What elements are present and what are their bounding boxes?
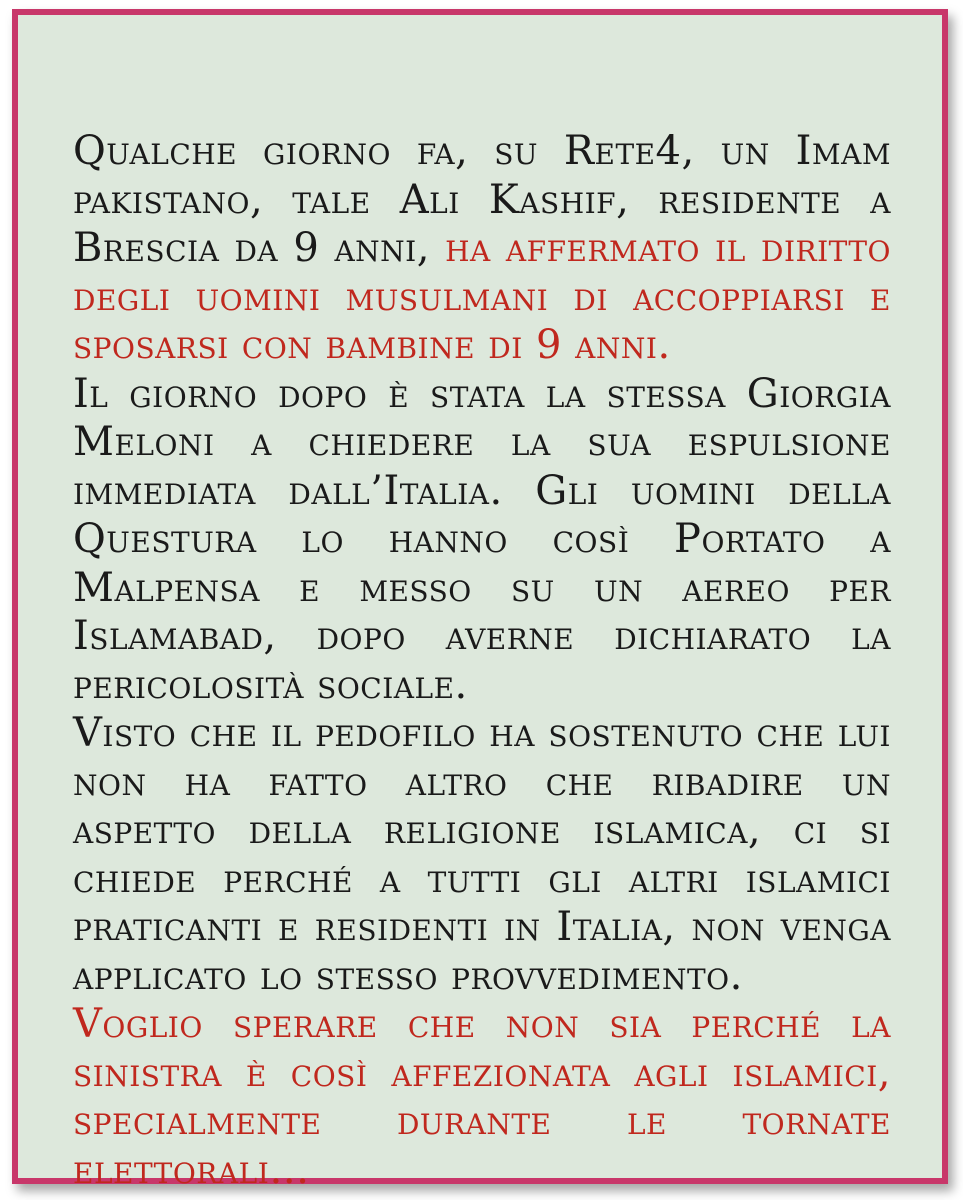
paragraph-1-highlight: ha affermato il diritto degli uomini musulmani di accoppiarsi e sposarsi con bambine di 9 anni. — [73, 225, 891, 368]
paragraph-1-intro: Qualche giorno fa, su Rete4, un Imam pakistano, tale Ali Kashif, residente a Brescia da 9 anni, — [73, 128, 891, 271]
article-text — [73, 127, 891, 1194]
post-card — [12, 9, 948, 1193]
paragraph-1 — [73, 127, 891, 370]
paragraph-2: Il giorno dopo è stata la stessa Giorgia Meloni a chiedere la sua espulsione immediata dall’Italia. Gli uomini della Questura lo hanno così Portato a Malpensa e messo su un aereo per Islamabad, dopo averne dichiarato la pericolosità sociale. — [73, 370, 891, 708]
paragraph-4: Voglio sperare che non sia perché la sinistra è così affezionata agli islamici, specialmente durante le tornate elettorali… — [73, 1001, 891, 1193]
paragraph-3: Visto che il pedofilo ha sostenuto che lui non ha fatto altro che ribadire un aspetto della religione islamica, ci si chiede perché a tutti gli altri islamici praticanti e residenti in Italia, non venga applicato lo stesso provvedimento. — [73, 710, 891, 999]
